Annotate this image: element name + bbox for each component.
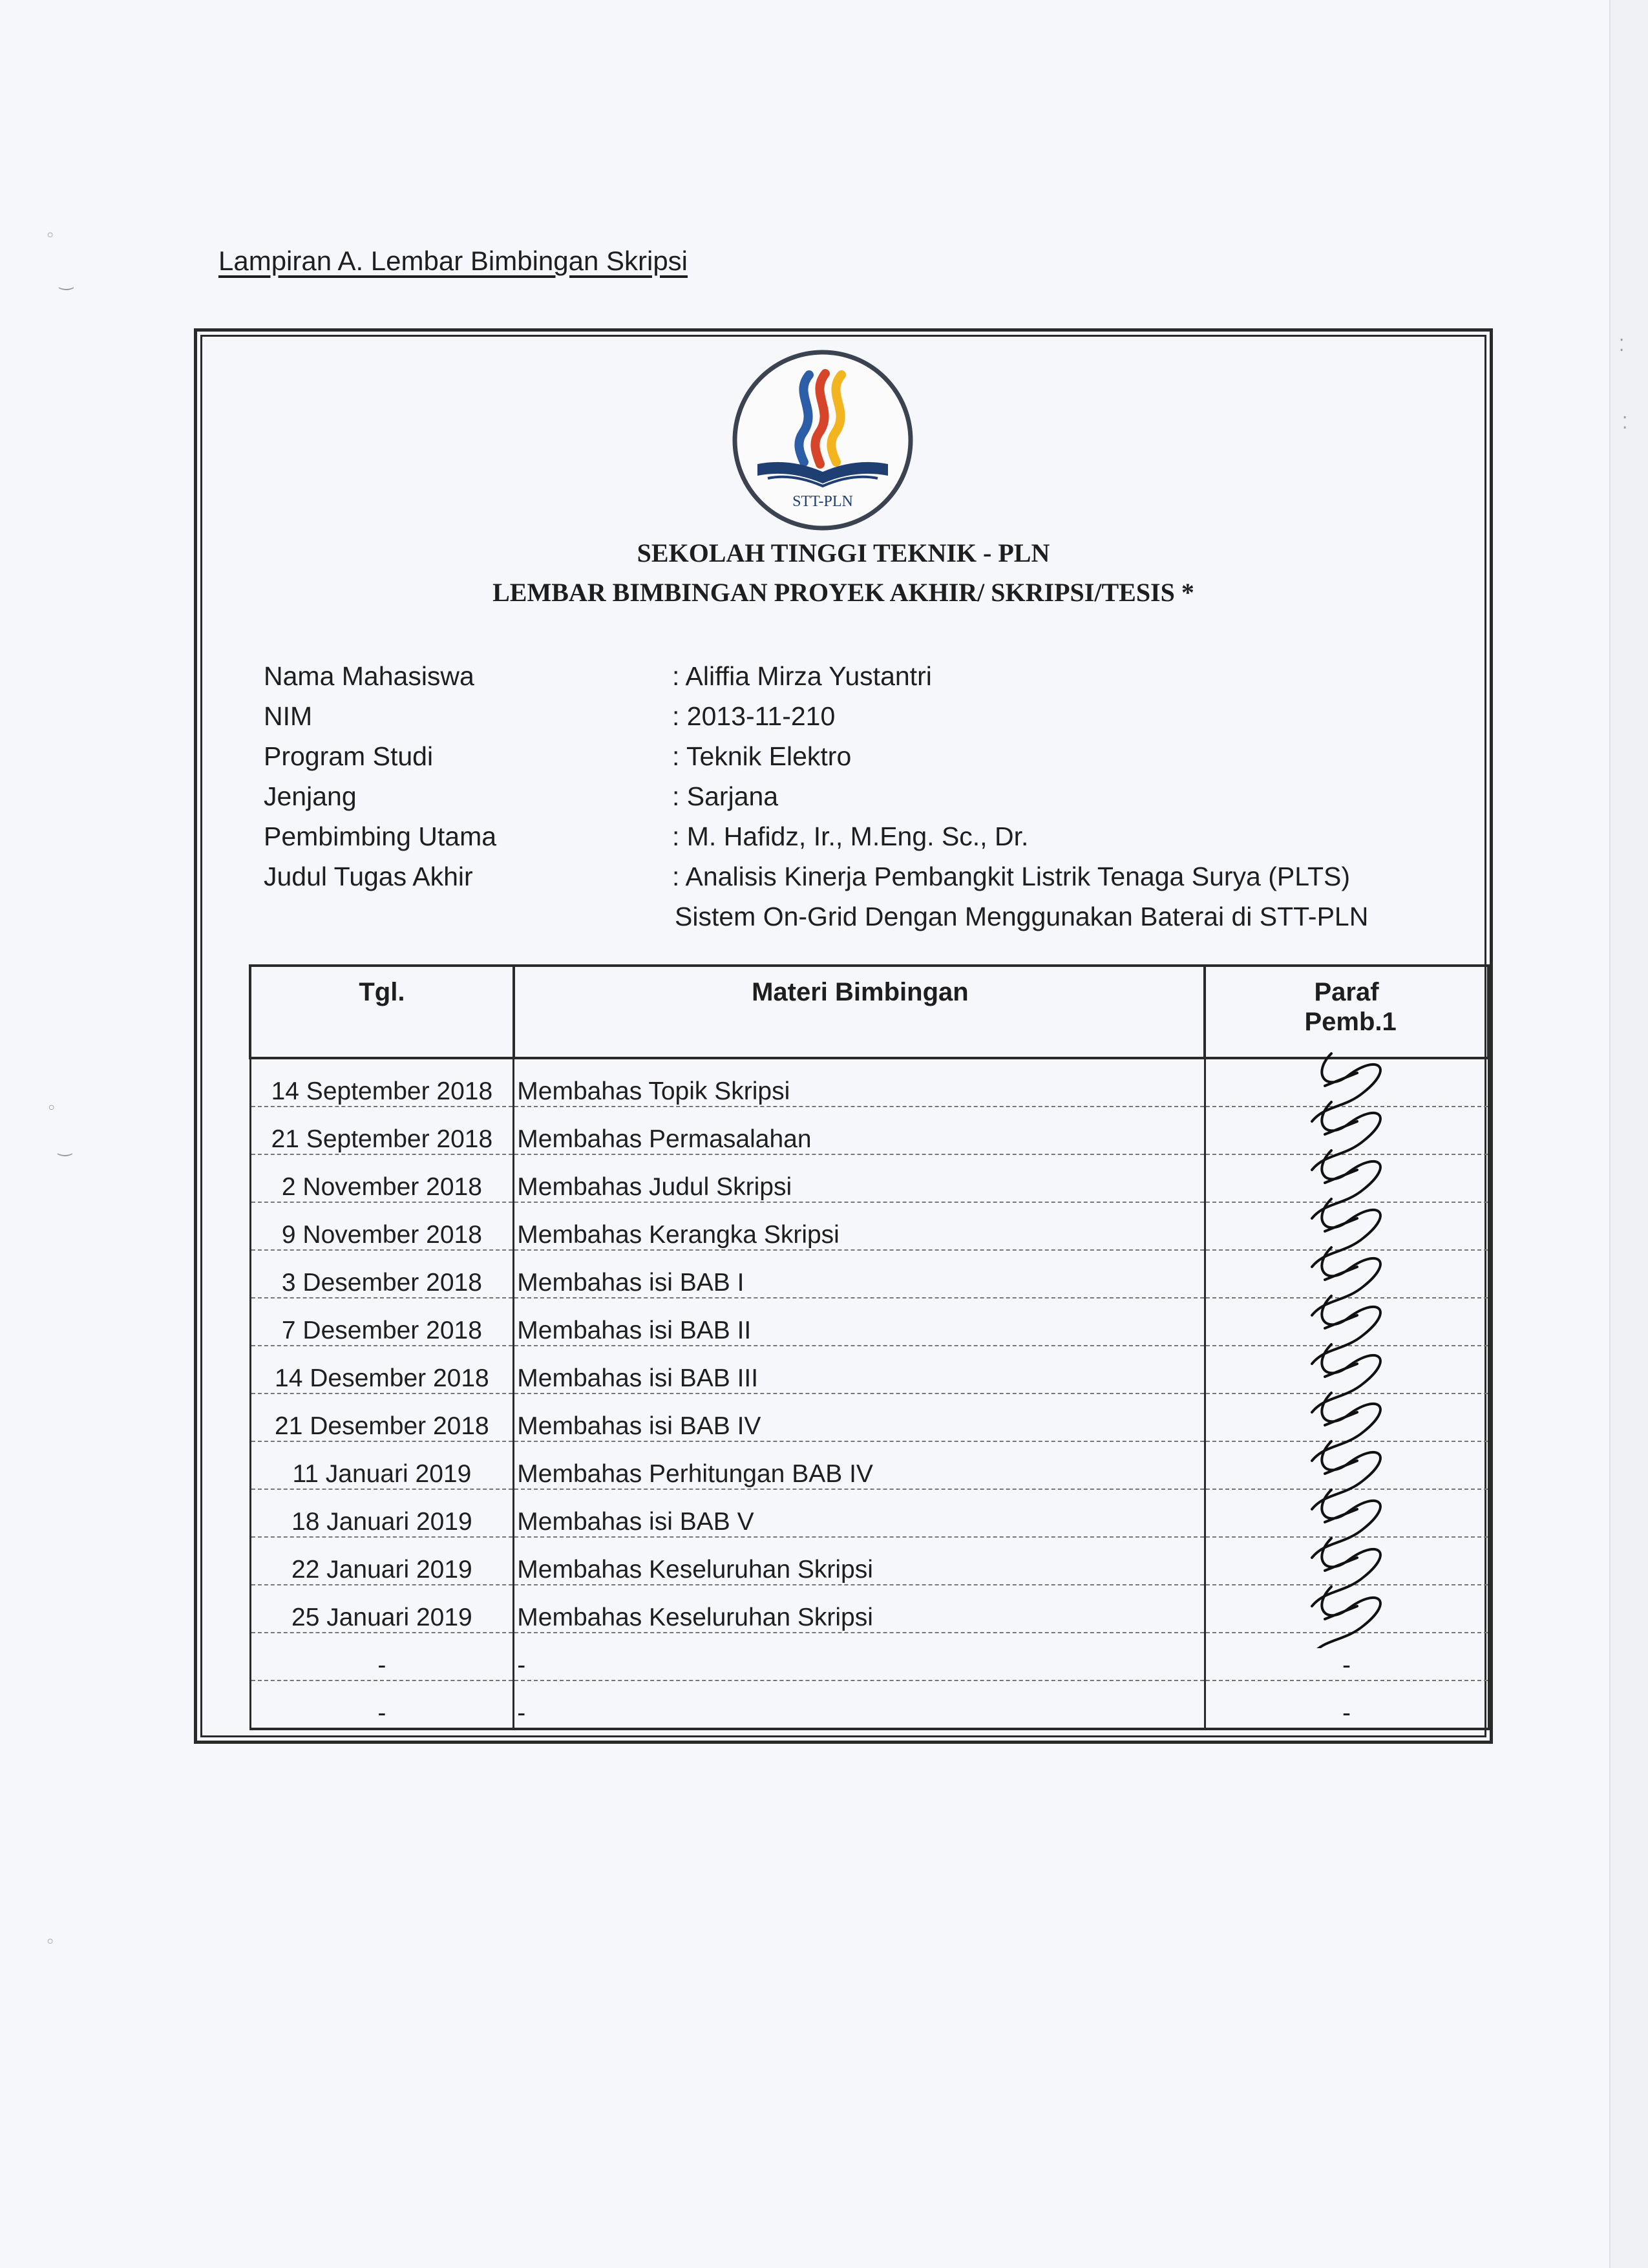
row-date: - bbox=[250, 1680, 514, 1729]
row-material: Membahas isi BAB I bbox=[514, 1250, 1205, 1298]
scan-speck-icon: ◦ bbox=[45, 226, 56, 246]
row-material: Membahas isi BAB II bbox=[514, 1298, 1205, 1346]
row-date: 3 Desember 2018 bbox=[250, 1250, 514, 1298]
column-header-date: Tgl. bbox=[250, 966, 514, 1058]
column-header-material: Materi Bimbingan bbox=[514, 966, 1205, 1058]
school-title: SEKOLAH TINGGI TEKNIK - PLN bbox=[637, 538, 1050, 567]
row-date: 25 Januari 2019 bbox=[250, 1585, 514, 1633]
info-value: : Sarjana bbox=[672, 781, 779, 811]
scan-speck-icon: ◦ bbox=[45, 1933, 56, 1952]
table-row bbox=[250, 1680, 1488, 1729]
row-material: Membahas Keseluruhan Skripsi bbox=[514, 1585, 1205, 1633]
row-material: Membahas isi BAB III bbox=[514, 1346, 1205, 1394]
info-label: Jenjang bbox=[264, 781, 357, 811]
scan-speck-icon: ⁚ bbox=[1619, 336, 1625, 355]
row-material: Membahas Perhitungan BAB IV bbox=[514, 1441, 1205, 1489]
paraf-signature bbox=[1312, 1054, 1380, 1121]
stt-pln-logo-icon bbox=[732, 349, 914, 531]
info-value: : Analisis Kinerja Pembangkit Listrik Tenaga Surya (PLTS) bbox=[672, 862, 1351, 891]
scan-speck-icon: ‿ bbox=[59, 271, 73, 291]
row-date: 18 Januari 2019 bbox=[250, 1489, 514, 1537]
info-value: : 2013-11-210 bbox=[672, 701, 836, 731]
row-material: Membahas Kerangka Skripsi bbox=[514, 1202, 1205, 1250]
info-label: NIM bbox=[264, 701, 313, 731]
row-date: 14 September 2018 bbox=[250, 1058, 514, 1107]
scan-speck-icon: ⁚ bbox=[1622, 414, 1628, 433]
row-signature: - bbox=[1205, 1680, 1488, 1729]
info-value: : M. Hafidz, Ir., M.Eng. Sc., Dr. bbox=[672, 821, 1029, 851]
row-date: 14 Desember 2018 bbox=[250, 1346, 514, 1394]
row-material: Membahas Judul Skripsi bbox=[514, 1154, 1205, 1202]
row-material: Membahas Topik Skripsi bbox=[514, 1058, 1205, 1107]
thesis-title-continuation: Sistem On-Grid Dengan Menggunakan Baterai di STT-PLN bbox=[675, 902, 1369, 931]
info-value: : Teknik Elektro bbox=[672, 741, 852, 771]
info-value: : Aliffia Mirza Yustantri bbox=[672, 661, 932, 691]
row-date: - bbox=[250, 1633, 514, 1680]
info-label: Pembimbing Utama bbox=[264, 821, 497, 851]
row-signature: - bbox=[1205, 1633, 1488, 1680]
row-material: - bbox=[514, 1633, 1205, 1680]
row-date: 11 Januari 2019 bbox=[250, 1441, 514, 1489]
row-material: Membahas Permasalahan bbox=[514, 1107, 1205, 1154]
row-date: 2 November 2018 bbox=[250, 1154, 514, 1202]
row-date: 7 Desember 2018 bbox=[250, 1298, 514, 1346]
info-label: Nama Mahasiswa bbox=[264, 661, 474, 691]
row-material: Membahas isi BAB IV bbox=[514, 1394, 1205, 1441]
info-label: Program Studi bbox=[264, 741, 434, 771]
page-caption: Lampiran A. Lembar Bimbingan Skripsi bbox=[218, 246, 688, 276]
row-date: 9 November 2018 bbox=[250, 1202, 514, 1250]
scan-speck-icon: ‿ bbox=[58, 1138, 72, 1157]
scan-speck-icon: ◦ bbox=[47, 1099, 57, 1118]
row-date: 21 Desember 2018 bbox=[250, 1394, 514, 1441]
row-material: - bbox=[514, 1680, 1205, 1729]
form-title: LEMBAR BIMBINGAN PROYEK AKHIR/ SKRIPSI/TESIS * bbox=[492, 578, 1194, 607]
row-material: Membahas isi BAB V bbox=[514, 1489, 1205, 1537]
supervisor-signatures bbox=[1286, 1034, 1415, 1648]
row-date: 21 September 2018 bbox=[250, 1107, 514, 1154]
info-label: Judul Tugas Akhir bbox=[264, 862, 473, 891]
logo-text: STT-PLN bbox=[792, 493, 853, 510]
row-date: 22 Januari 2019 bbox=[250, 1537, 514, 1585]
row-material: Membahas Keseluruhan Skripsi bbox=[514, 1537, 1205, 1585]
signature-header-label: Paraf Pemb.1 bbox=[1304, 978, 1397, 1036]
